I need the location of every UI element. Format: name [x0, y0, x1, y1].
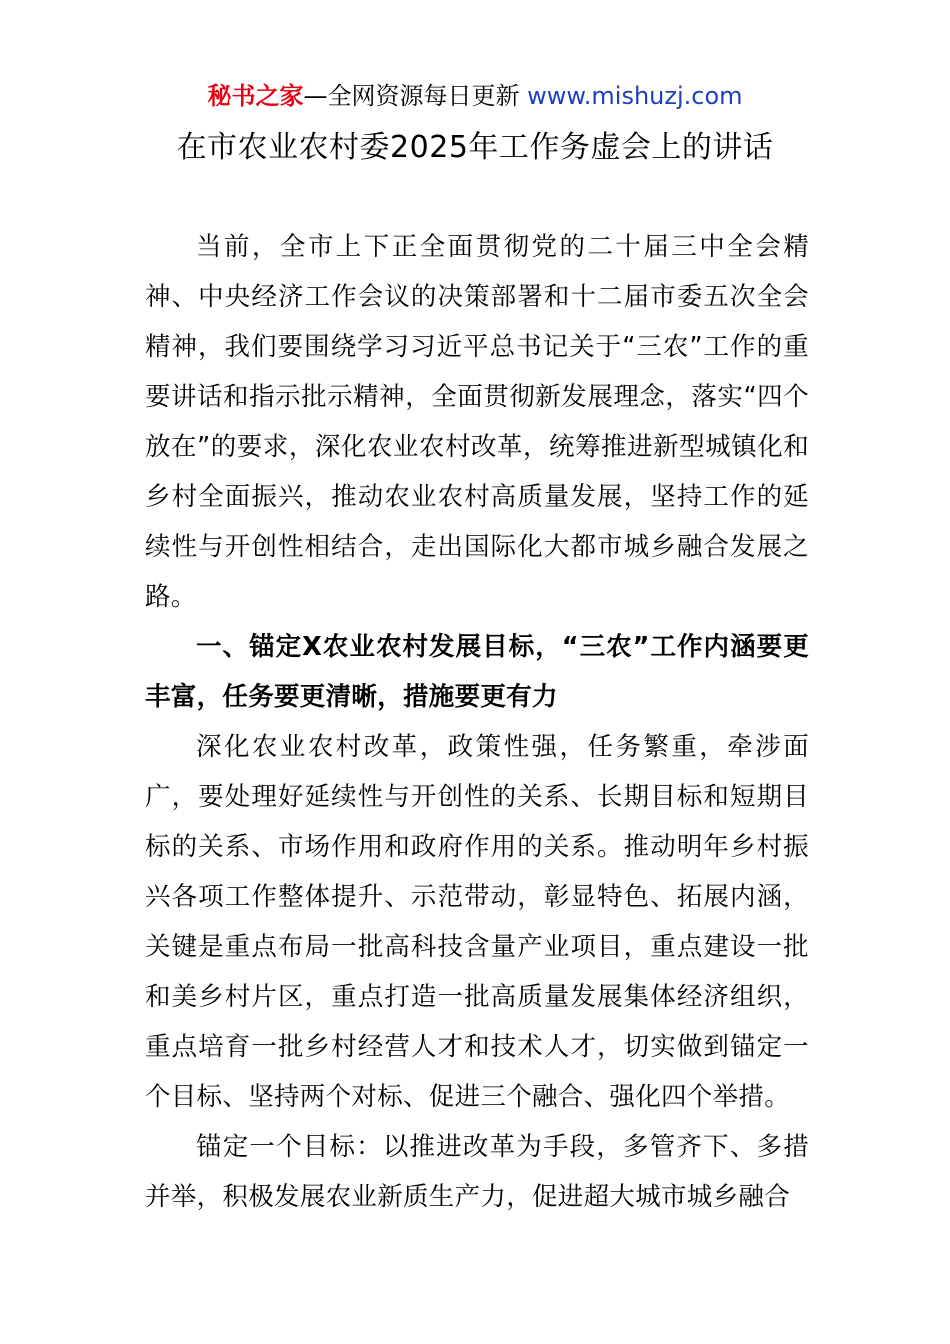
- document-body: [145, 222, 809, 1222]
- header-slogan: —全网资源每日更新: [303, 82, 528, 110]
- document-title: 在市农业农村委2025年工作务虚会上的讲话: [176, 130, 774, 165]
- paragraph-goal: 锚定一个目标：以推进改革为手段，多管齐下、多措并举，积极发展农业新质生产力，促进超大城市城乡融合: [145, 1132, 809, 1212]
- site-url-link[interactable]: www.mishuzj.com: [527, 82, 743, 110]
- section-heading-1: 一、锚定X农业农村发展目标，“三农”工作内涵要更丰富，任务要更清晰，措施要更有力: [145, 632, 809, 712]
- paragraph-intro: 当前，全市上下正全面贯彻党的二十届三中全会精神、中央经济工作会议的决策部署和十二届市委五次全会精神，我们要围绕学习习近平总书记关于“三农”工作的重要讲话和指示批示精神，全面贯彻新发展理念，落实“四个放在”的要求，深化农业农村改革，统筹推进新型城镇化和乡村全面振兴，推动农业农村高质量发展，坚持工作的延续性与开创性相结合，走出国际化大都市城乡融合发展之路。: [145, 232, 809, 612]
- site-header: [0, 80, 950, 112]
- paragraph-reform: 深化农业农村改革，政策性强，任务繁重，牵涉面广，要处理好延续性与开创性的关系、长期目标和短期目标的关系、市场作用和政府作用的关系。推动明年乡村振兴各项工作整体提升、示范带动，彰显特色、拓展内涵，关键是重点布局一批高科技含量产业项目，重点建设一批和美乡村片区，重点打造一批高质量发展集体经济组织，重点培育一批乡村经营人才和技术人才，切实做到锚定一个目标、坚持两个对标、促进三个融合、强化四个举措。: [145, 732, 809, 1112]
- brand-name: 秘书之家: [207, 82, 304, 110]
